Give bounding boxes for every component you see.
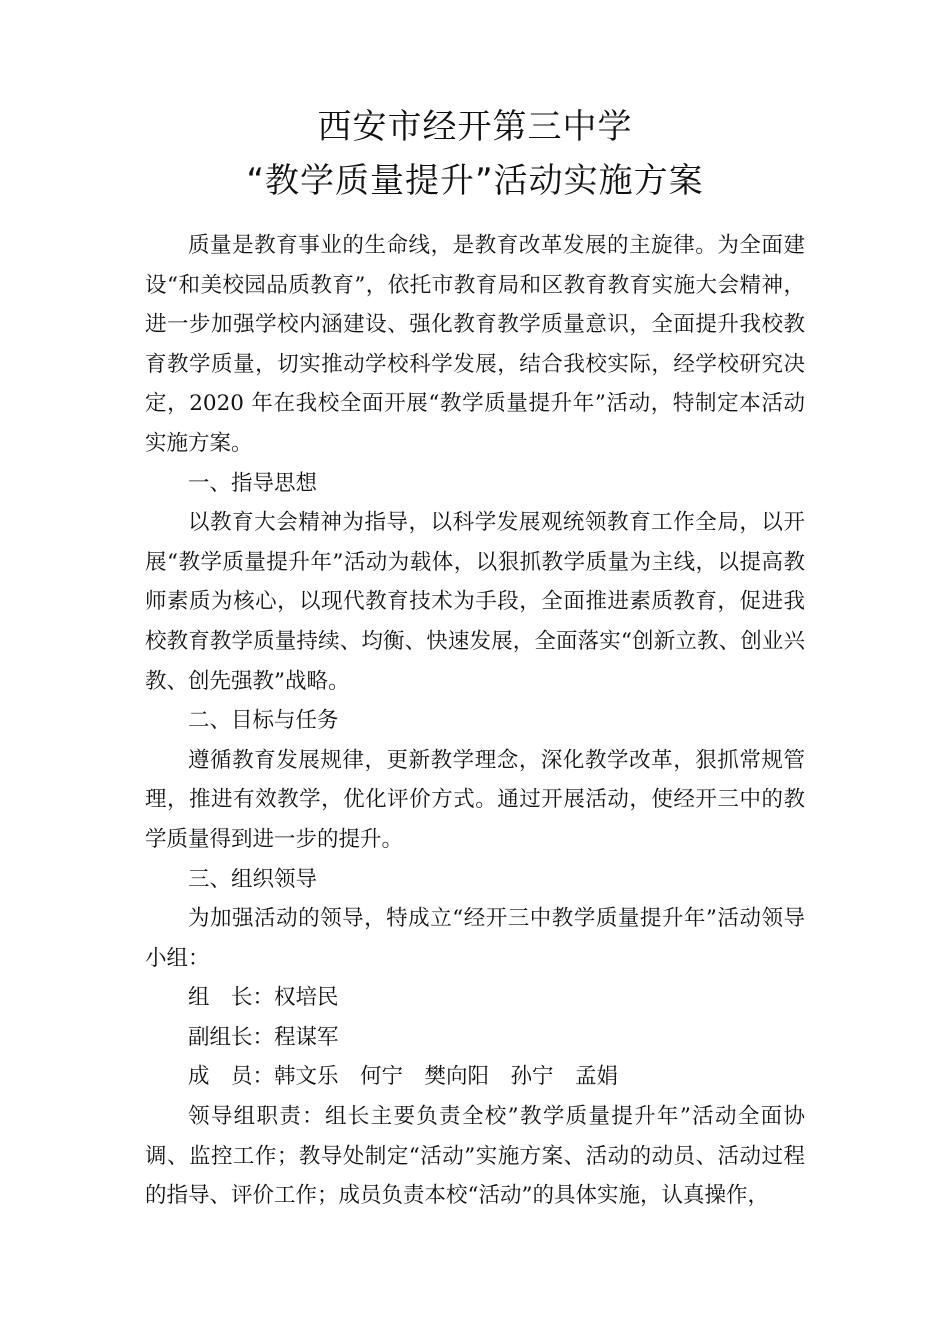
leader-line: 组 长：权培民: [188, 985, 339, 1011]
document-title-line-2: “教学质量提升”活动实施方案: [246, 161, 704, 201]
intro-paragraph: 质量是教育事业的生命线，是教育改革发展的主旋律。为全面建设“和美校园品质教育”，依托市教育局和区教育教育实施大会精神，进一步加强学校内涵建设、强化教育教学质量意识，全面提升我校教育教学质量，切实推动学校科学发展，结合我校实际，经学校研究决定，2020 年在我校全面开展“教学质量提升年”活动，特制定本活动实施方案。: [145, 233, 805, 456]
duties-paragraph: 领导组职责：组长主要负责全校”教学质量提升年”活动全面协调、监控工作；教导处制定“活动”实施方案、活动的动员、活动过程的指导、评价工作；成员负责本校“活动”的具体实施，认真操作，: [145, 1104, 805, 1209]
title-block: [145, 100, 805, 208]
section-body-goals: 遵循教育发展规律，更新教学理念，深化教学改革，狠抓常规管理，推进有效教学，优化评价方式。通过开展活动，使经开三中的教学质量得到进一步的提升。: [145, 747, 805, 852]
section-body-guiding-ideology: 以教育大会精神为指导，以科学发展观统领教育工作全局，以开展“教学质量提升年”活动为载体，以狠抓教学质量为主线，以提高教师素质为核心，以现代教育技术为手段，全面推进素质教育，促进我校教育教学质量持续、均衡、快速发展，全面落实“创新立教、创业兴教、创先强教”战略。: [145, 510, 805, 694]
document-title-line-1: 西安市经开第三中学: [317, 107, 633, 147]
section-body-organization: 为加强活动的领导，特成立“经开三中教学质量提升年”活动领导小组：: [145, 906, 805, 971]
deputy-leader-line: 副组长：程谋军: [188, 1024, 339, 1050]
section-heading-goals: 二、目标与任务: [188, 708, 339, 734]
members-line: 成 员：韩文乐 何宁 樊向阳 孙宁 孟娟: [188, 1064, 619, 1090]
section-heading-guiding-ideology: 一、指导思想: [188, 470, 318, 496]
section-heading-organization: 三、组织领导: [188, 866, 318, 892]
